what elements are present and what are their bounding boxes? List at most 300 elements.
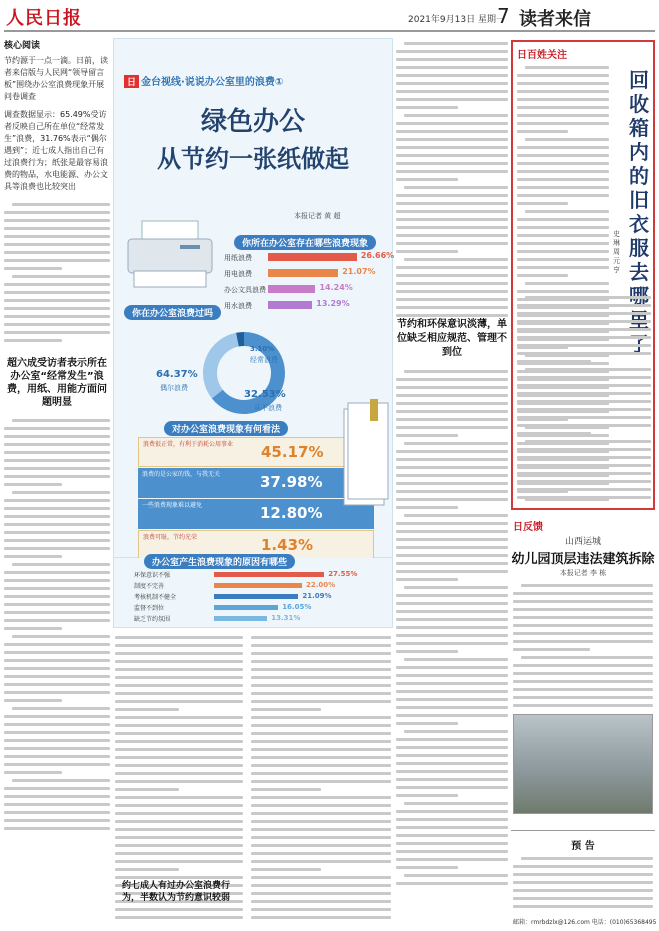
text-line [4,427,110,430]
masthead-rule [4,30,655,32]
ring-label-occasional-pct: 64.37% [156,369,198,380]
feature-infographic-bottom [113,558,393,628]
text-line [4,291,110,294]
text-line [251,820,391,823]
text-line [251,764,391,767]
text-line [4,683,110,686]
text-line [251,868,321,871]
text-line [525,66,609,69]
feedback-tag: 日反馈 [513,522,543,533]
text-line [396,490,508,493]
text-line [517,464,651,467]
chart-waste-types [224,251,394,323]
text-line [251,812,391,815]
text-line [396,394,508,397]
feedback-body [513,580,653,710]
text-line [513,881,653,884]
text-line [4,787,110,790]
text-line [396,554,508,557]
text-line [513,688,653,691]
text-line [4,475,110,478]
text-line [396,138,508,141]
text-line [251,684,391,687]
chart1-bar [268,253,357,261]
text-line [4,251,110,254]
text-line [4,619,110,622]
text-line [396,562,508,565]
text-line [396,618,508,621]
text-line [396,162,508,165]
text-line [396,74,508,77]
text-line [4,219,110,222]
ring-label-frequent-pct: 3.10% [250,345,275,353]
text-line [517,488,651,491]
text-line [404,442,508,445]
chart3-answer-box [138,437,374,467]
text-line [517,360,591,363]
text-line [4,571,110,574]
text-line [396,130,508,133]
chart1-category-label: 用水浪费 [224,302,252,310]
text-line [251,644,391,647]
masthead [0,0,659,34]
text-line [4,523,110,526]
text-line [517,154,609,157]
chart3-answer-label: 浪费很正常，有利于消耗公用事业 [143,441,234,448]
chart4-bar [214,594,298,599]
text-line [12,707,110,710]
text-line [4,667,110,670]
text-line [115,836,243,839]
text-line [517,194,609,197]
text-line [115,668,243,671]
text-line [251,884,391,887]
text-line [513,873,653,876]
text-line [517,130,568,133]
text-line [115,692,243,695]
text-line [251,852,391,855]
feedback-byline: 本报记者 李 栋 [559,569,607,577]
text-line [517,274,568,277]
feature-title-line2: 从节约一张纸做起 [157,144,349,173]
text-line [513,865,653,868]
text-line [4,435,110,438]
text-line [4,603,110,606]
text-line [4,283,110,286]
chart1-value-label: 26.66% [360,251,395,260]
text-line [517,312,651,315]
text-line [115,644,243,647]
text-line [115,716,243,719]
text-line [115,732,243,735]
section1-label: 你所在办公室存在哪些浪费现象 [234,235,376,250]
text-line [4,699,62,702]
text-line [517,424,651,427]
text-line [517,178,609,181]
text-line [4,555,62,558]
text-line [525,138,609,141]
chart3-answer-value: 45.17% [261,443,324,461]
text-line [115,740,243,743]
text-line [396,530,508,533]
chart4-value-label: 27.55% [328,570,358,578]
text-line [4,795,110,798]
text-line [115,660,243,663]
text-line [404,186,508,189]
section3-label: 对办公室浪费现象有何看法 [164,421,288,436]
text-line [115,708,179,711]
chart4-category-label: 缺乏节约氛围 [134,616,171,623]
text-line [251,844,391,847]
text-line [396,106,458,109]
notice-title: 预 告 [571,841,595,852]
text-line [517,448,651,451]
text-line [521,656,653,659]
chart3-answer-value: 1.43% [261,536,314,554]
feedback-kicker: 山西运城 [564,537,601,547]
feedback-photo [513,714,653,814]
middle-body-text [396,38,508,318]
text-line [4,723,110,726]
chart1-category-label: 用纸浪费 [224,254,252,262]
text-line [251,796,391,799]
feedback-title: 幼儿园顶层违法建筑拆除 [511,552,655,567]
text-line [4,259,110,262]
text-line [115,700,243,703]
text-line [12,419,110,422]
chart4-bar [214,605,278,610]
text-line [251,692,391,695]
chart-reasons [134,570,384,626]
text-line [517,352,651,355]
text-line [396,546,508,549]
text-line [513,592,653,595]
text-line [396,90,508,93]
text-line [4,299,110,302]
text-line [517,234,609,237]
text-line [396,122,508,125]
text-line [396,50,508,53]
text-line [251,700,391,703]
text-line [4,803,110,806]
text-line [115,804,243,807]
text-line [4,755,110,758]
text-line [396,226,508,229]
text-line [517,114,609,117]
text-line [4,443,110,446]
text-line [396,626,508,629]
text-line [517,480,651,483]
text-line [4,643,110,646]
text-line [4,323,110,326]
text-line [396,410,508,413]
chart1-bar [268,285,315,293]
text-line [4,483,62,486]
text-line [115,748,243,751]
chart1-category-label: 用电浪费 [224,270,252,278]
text-line [513,624,653,627]
text-line [396,210,508,213]
text-line [396,522,508,525]
text-line [396,578,458,581]
text-line [517,344,651,347]
chart4-value-label: 21.09% [302,592,332,600]
text-line [4,307,110,310]
text-line [4,531,110,534]
text-line [115,764,243,767]
text-line [517,162,609,165]
text-line [513,680,653,683]
text-line [404,258,508,261]
text-line [404,42,508,45]
newspaper-logo: 人民日报 [6,8,82,29]
right-article-body-2 [517,292,651,506]
text-line [251,900,391,903]
chart4-bar [214,583,302,588]
text-line [517,226,609,229]
text-line [4,579,110,582]
text-line [513,648,590,651]
text-line [4,651,110,654]
text-line [517,408,651,411]
text-line [517,496,651,499]
chart3-answer-label: 一些浪费现象难以避免 [142,502,203,509]
text-line [115,916,243,919]
text-line [4,747,110,750]
text-line [396,242,508,245]
text-line [4,331,110,334]
text-line [251,756,391,759]
text-line [513,889,653,892]
text-line [251,652,391,655]
feature-title-line1: 绿色办公 [200,107,305,137]
text-line [517,416,651,419]
text-line [513,600,653,603]
text-line [251,772,391,775]
text-line [396,82,508,85]
text-line [251,788,321,791]
feature-tag-badge: 日 [124,75,139,88]
text-line [251,892,391,895]
text-line [4,539,110,542]
text-line [525,210,609,213]
chart4-category-label: 制度不完善 [134,583,165,590]
page-title: 读者来信 [519,9,591,30]
chart3-answer-value: 12.80% [260,504,323,522]
text-line [4,507,110,510]
text-line [12,203,110,206]
text-line [115,684,243,687]
page-number: 7 [497,4,510,28]
text-line [525,368,651,371]
feature-tag-text: 金台视线·说说办公室里的浪费① [141,77,284,88]
text-line [4,227,110,230]
text-line [517,186,609,189]
chart1-value-label: 21.07% [342,267,376,276]
chart4-category-label: 环保意识不强 [134,572,171,579]
printer-illustration [120,215,220,295]
text-line [396,434,458,437]
text-line [251,748,391,751]
text-line [4,675,110,678]
text-line [396,58,508,61]
text-line [251,740,391,743]
text-line [396,458,508,461]
text-line [513,640,653,643]
text-line [251,908,391,911]
text-line [4,627,62,630]
core-reading-data: 调查数据显示：65.49%受访者反映自己所在单位“经常发生”浪费，31.76%表示“偶尔遇到”；近七成人指出自己有过浪费行为；纸张是最容易浪费的物品，水电能源、办公文具等浪费也比较突出 [4,110,108,191]
text-line [396,146,508,149]
text-line [517,242,609,245]
right-section-tag: 日百姓关注 [517,50,567,61]
text-line [517,336,651,339]
text-line [517,218,609,221]
text-line [4,515,110,518]
text-line [396,202,508,205]
chart4-category-label: 考核机制不健全 [134,594,177,601]
text-line [4,547,110,550]
sidebar-body-text-2 [4,415,110,835]
text-line [251,716,391,719]
text-line [396,306,508,309]
text-line [517,90,609,93]
notice-box [511,830,655,928]
chart1-value-label: 13.29% [316,299,350,308]
text-line [404,114,508,117]
text-line [396,282,508,285]
text-line [251,828,391,831]
text-line [4,451,110,454]
chart4-category-label: 监督不到位 [134,605,165,612]
chart1-value-label: 14.24% [319,283,353,292]
sidebar-subheading: 超六成受访者表示所在办公室“经常发生”浪费，用纸、用能方面问题明显 [7,358,107,408]
chart4-bar [214,572,324,577]
text-line [4,731,110,734]
text-line [396,418,508,421]
right-article-title: 回收箱内的旧衣服去哪里了 [629,68,649,356]
text-line [251,724,391,727]
text-line [517,392,651,395]
ring-label-never: 从不浪费 [254,404,282,412]
text-line [404,586,508,589]
text-line [115,908,243,911]
text-line [251,804,391,807]
chart4-bar [214,616,267,621]
feature-byline: 本报记者 黄 超 [294,212,341,220]
text-line [396,298,508,301]
text-line [4,315,110,318]
text-line [521,584,653,587]
chart3-answer-label: 浪费可耻，节约光荣 [143,534,198,541]
text-line [513,897,653,900]
chart4-value-label: 13.31% [271,614,301,622]
text-line [396,498,508,501]
text-line [4,467,110,470]
text-line [251,780,391,783]
text-line [517,456,651,459]
text-line [4,267,62,270]
text-line [251,660,391,663]
chart2-ring-slice [237,339,244,340]
text-line [396,426,508,429]
text-line [513,616,653,619]
chart2-ring-slice [210,340,237,394]
text-line [115,636,243,639]
text-line [513,664,653,667]
text-line [396,66,508,69]
chart3-answer-label: 浪费的是公家的钱，与我无关 [142,471,221,478]
text-line [396,154,508,157]
text-line [513,704,653,707]
body-subheading: 约七成人有过办公室浪费行为，半数认为节约意识较弱 [121,881,230,903]
text-line [115,820,243,823]
text-line [517,170,609,173]
text-line [396,610,508,613]
text-line [396,194,508,197]
text-line [396,506,458,509]
text-line [517,106,609,109]
text-line [115,724,243,727]
text-line [396,570,508,573]
text-line [396,266,508,269]
text-line [513,905,653,908]
text-line [517,432,591,435]
text-line [4,659,110,662]
text-line [251,836,391,839]
text-line [115,868,179,871]
notice-contact: 邮箱：rmrbdzlx@126.com 电话：(010)65368495 [513,919,657,926]
text-line [4,243,110,246]
text-line [517,82,609,85]
text-line [4,739,110,742]
text-line [4,763,110,766]
text-line [513,632,653,635]
baixing-guanzhu-box [511,40,655,510]
text-line [396,274,508,277]
text-line [396,234,508,237]
text-line [4,611,110,614]
text-line [4,339,62,342]
paper-stack-illustration [340,399,390,509]
text-line [517,320,651,323]
text-line [517,376,651,379]
text-line [4,715,110,718]
text-line [115,812,243,815]
text-line [517,328,651,331]
notice-body [513,853,653,913]
core-reading-text: 节约源于一点一滴。日前，读者来信版与人民网“领导留言板”围绕办公室浪费现象开展问卷调查 [4,56,108,101]
text-line [513,608,653,611]
text-line [396,474,508,477]
text-line [4,691,110,694]
left-sidebar [4,38,110,928]
text-line [251,668,391,671]
section2-label: 你在办公室浪费过吗 [124,305,221,320]
text-line [115,860,243,863]
text-line [517,74,609,77]
text-line [517,98,609,101]
text-line [115,780,243,783]
text-line [115,796,243,799]
text-line [513,672,653,675]
text-line [251,732,391,735]
text-line [404,514,508,517]
text-line [396,178,458,181]
text-line [4,499,110,502]
text-line [517,472,651,475]
core-reading-head: 核心阅读 [4,41,41,51]
